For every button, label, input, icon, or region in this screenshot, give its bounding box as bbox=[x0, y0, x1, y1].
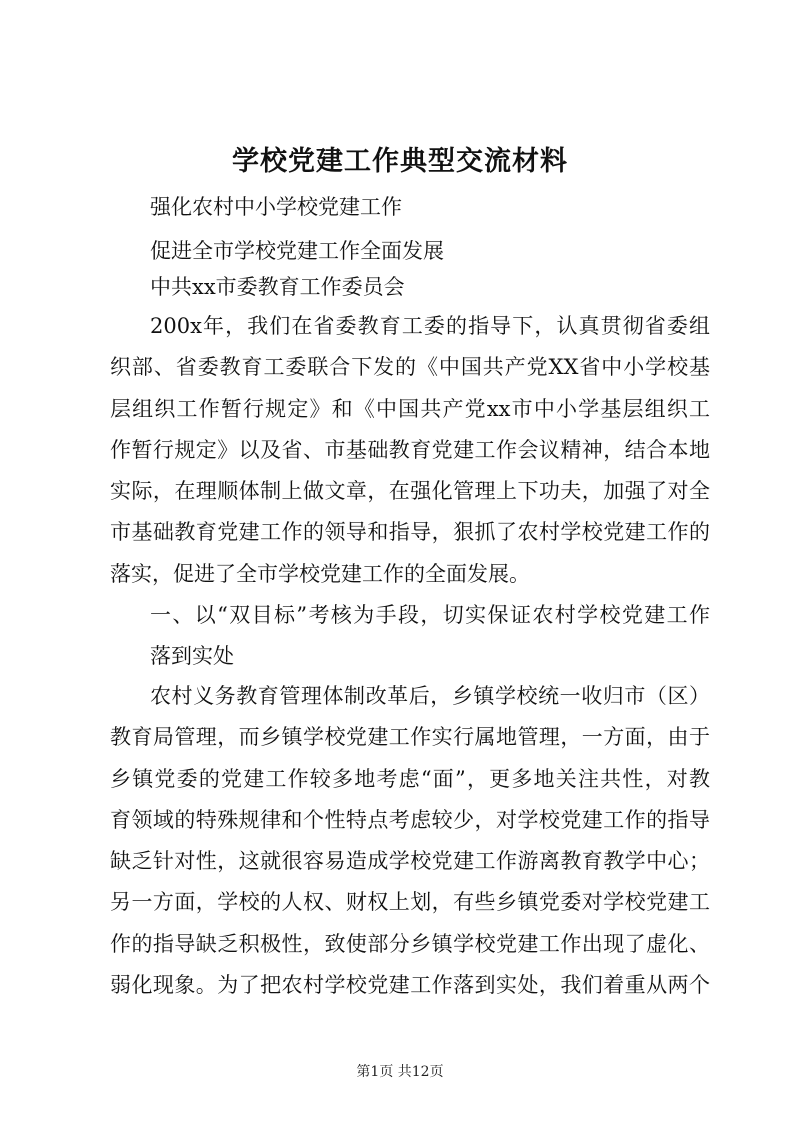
paragraph-line: 弱化现象。为了把农村学校党建工作落到实处，我们着重从两个 bbox=[110, 973, 710, 998]
paragraph-line: 织部、省委教育工委联合下发的《中国共产党XX省中小学校基 bbox=[110, 355, 710, 380]
paragraph-line: 实际，在理顺体制上做文章，在强化管理上下功夫，加强了对全 bbox=[110, 479, 710, 504]
paragraph-line: 作的指导缺乏积极性，致使部分乡镇学校党建工作出现了虚化、 bbox=[110, 931, 710, 956]
heading-line: 落到实处 bbox=[150, 644, 234, 669]
section-heading-1 bbox=[110, 595, 710, 678]
paragraph-line: 乡镇党委的党建工作较多地考虑“面”，更多地关注共性，对教 bbox=[110, 766, 710, 791]
paragraph-line: 市基础教育党建工作的领导和指导，狠抓了农村学校党建工作的 bbox=[110, 520, 710, 545]
paragraph-line: 缺乏针对性，这就很容易造成学校党建工作游离教育教学中心； bbox=[110, 849, 710, 874]
paragraph-line: 另一方面，学校的人权、财权上划，有些乡镇党委对学校党建工 bbox=[110, 890, 710, 915]
page-number-footer: 第1页 共12页 bbox=[356, 1064, 444, 1080]
paragraph-line: 200x年，我们在省委教育工委的指导下，认真贯彻省委组 bbox=[150, 314, 710, 338]
paragraph-line: 农村义务教育管理体制改革后，乡镇学校统一收归市（区） bbox=[150, 684, 710, 708]
document-title: 学校党建工作典型交流材料 bbox=[232, 146, 568, 177]
heading-line: 一、以“双目标”考核为手段，切实保证农村学校党建工作 bbox=[150, 603, 710, 627]
paragraph-2 bbox=[110, 676, 710, 1006]
author-line: 中共xx市委教育工作委员会 bbox=[150, 275, 405, 299]
paragraph-line: 作暂行规定》以及省、市基础教育党建工作会议精神，结合本地 bbox=[110, 437, 710, 462]
paragraph-line: 育领域的特殊规律和个性特点考虑较少，对学校党建工作的指导 bbox=[110, 807, 710, 832]
paragraph-line: 层组织工作暂行规定》和《中国共产党xx市中小学基层组织工 bbox=[110, 396, 710, 421]
paragraph-1 bbox=[110, 306, 710, 595]
paragraph-line: 教育局管理，而乡镇学校党建工作实行属地管理，一方面，由于 bbox=[110, 725, 710, 750]
subtitle-line-1: 强化农村中小学校党建工作 bbox=[150, 195, 402, 219]
paragraph-line: 落实，促进了全市学校党建工作的全面发展。 bbox=[110, 561, 530, 586]
subtitle-line-2: 促进全市学校党建工作全面发展 bbox=[150, 239, 444, 263]
